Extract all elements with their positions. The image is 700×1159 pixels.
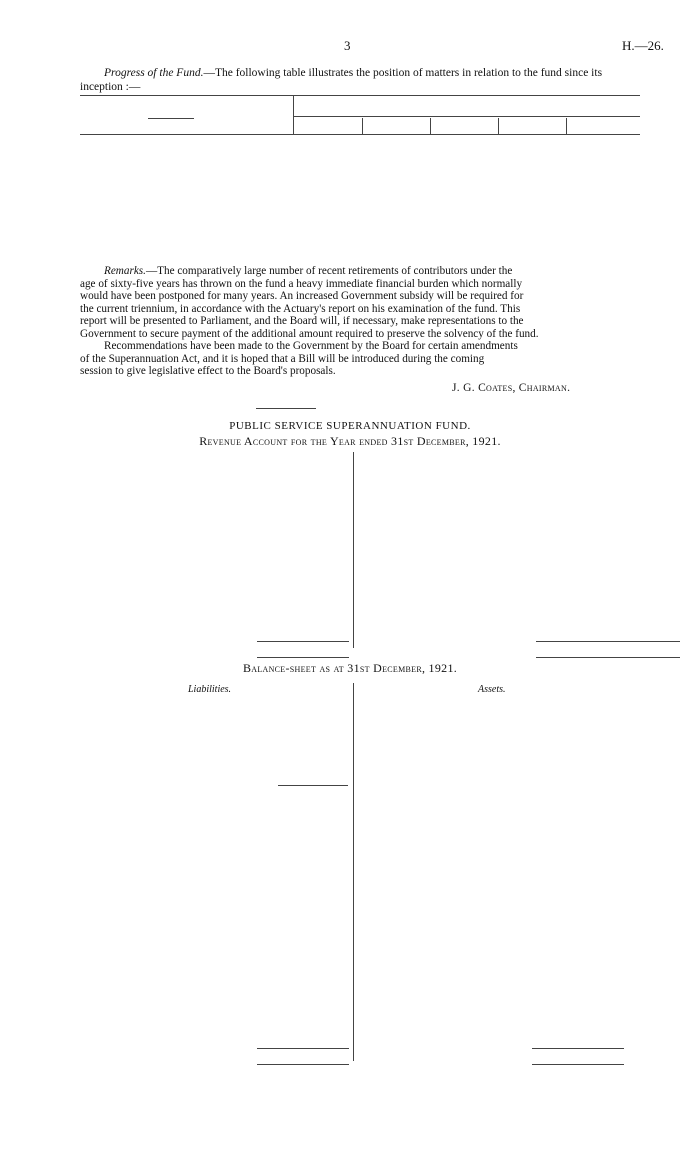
revenue-title: PUBLIC SERVICE SUPERANNUATION FUND.: [229, 420, 471, 432]
revenue-divider: [353, 452, 354, 648]
table-head-rule: [80, 134, 640, 135]
remarks-text: —The comparatively large number of recent retirements of contributors under the: [145, 265, 513, 277]
stub-dash: [148, 118, 194, 119]
remarks-text: of the Superannuation Act, and it is hoped that a Bill will be introduced during the coming: [80, 352, 485, 365]
assets-header: Assets.: [478, 684, 506, 695]
remarks-line: [80, 278, 640, 291]
remarks-text: would have been postponed for many years. An increased Government subsidy will be required for: [80, 290, 524, 302]
remarks-text: report will be presented to Parliament, and the Board will, if necessary, make representations to the: [80, 315, 524, 327]
revenue-total-underline: [536, 657, 680, 658]
balance-total-rule: [532, 1048, 624, 1049]
remarks-line: [80, 290, 640, 303]
remarks-line: [80, 353, 640, 366]
remarks-line: [104, 265, 640, 278]
revenue-subtitle: Revenue Account for the Year ended 31st December, 1921.: [199, 434, 501, 448]
stub-divider: [293, 96, 294, 134]
document-reference: H.—26.: [622, 38, 664, 53]
revenue-total-underline: [257, 657, 349, 658]
col-divider: [362, 118, 363, 134]
revenue-total-rule: [536, 641, 680, 642]
progress-intro: [80, 67, 640, 94]
remarks-line: [80, 328, 640, 341]
table-top-rule: [80, 95, 640, 96]
balance-total-rule: [257, 1048, 349, 1049]
remarks-line: [80, 315, 640, 328]
balance-total-underline: [257, 1064, 349, 1065]
progress-text: —The following table illustrates the position of matters in relation to the fund since its inception :—: [80, 67, 603, 93]
page-number: 3: [344, 38, 351, 53]
signature: J. G. Coates, Chairman.: [452, 382, 571, 394]
remarks-text: Government to secure payment of the additional amount required to preserve the solvency of the fund.: [80, 327, 539, 340]
col-divider: [566, 118, 567, 134]
remarks-lead: Remarks.: [104, 265, 146, 277]
remarks-text: session to give legislative effect to the Board's proposals.: [80, 365, 336, 377]
subtotal-rule: [278, 785, 348, 786]
section-divider: [256, 408, 316, 409]
revenue-total-rule: [257, 641, 349, 642]
col-divider: [498, 118, 499, 134]
balance-title: Balance-sheet as at 31st December, 1921.: [242, 661, 458, 675]
balance-divider: [353, 683, 354, 1061]
balance-total-underline: [532, 1064, 624, 1065]
progress-lead: Progress of the Fund.: [104, 67, 204, 79]
col-divider: [430, 118, 431, 134]
remarks-line: [80, 303, 640, 316]
remarks-text: the current triennium, in accordance with the Actuary's report on his examination of the fund. This: [80, 302, 521, 315]
remarks-line: [80, 365, 640, 378]
remarks-text: age of sixty-five years has thrown on the fund a heavy immediate financial burden which normally: [80, 277, 523, 290]
remarks-text: Recommendations have been made to the Government by the Board for certain amendments: [104, 340, 518, 352]
remarks-line: [104, 340, 640, 353]
liabilities-header: Liabilities.: [188, 684, 232, 695]
year-header-rule: [293, 116, 640, 117]
